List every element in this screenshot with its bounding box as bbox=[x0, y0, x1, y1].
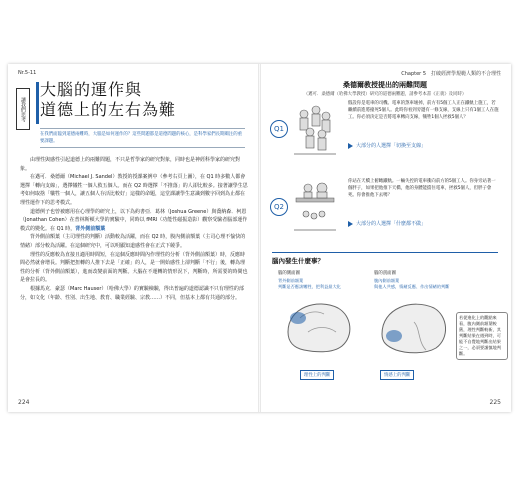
brain1-label: 腦的側面圖 bbox=[278, 271, 300, 276]
explanation-callout: 若從進化上的觀點來看，腹內側前額葉較舊，理性判斷較新，其判斷結果在遇到時，可能不自覺地判斷出結果之一，必須要謹慎地判斷。 bbox=[456, 312, 508, 360]
brain-side-icon bbox=[278, 292, 358, 362]
paragraph: 理性的反應較為直接且適用時間短，在這個反應時間內作理性的分析（背外側前額葉）時，反應時間必然就會增長。判斷把扭轉的人推下去是「正確」的人，是一開始感性上卻判斷「不行」後，轉為理性的分析（背外側前額葉），進而改變前面的判斷。大腦在不運轉的情形況下，判斷時，所需要的時間也是會拉長的。 bbox=[20, 251, 248, 284]
paragraph: 在邁可．桑德爾（Michael J. Sandel）教授的授課案例中（參考右頁上圖），在 Q1 時多數人都會選擇「轉向支線」，選擇犧牲一個人救五個人。而在 Q2 時選擇「不推落」的人卻比較多。接著讓學生思考如何取捨「犧牲一個人，讓五個人存活比較好」這樣的命題，這堂課讓學生意識到數字回到為止都在理性運作下的思考模式。 bbox=[20, 174, 248, 206]
q1-badge: Q1 bbox=[270, 120, 288, 138]
brain2-note: 與他人共感，情緒反應、作出情緒的判斷 bbox=[374, 284, 450, 289]
left-page bbox=[8, 64, 259, 412]
rational-judgment-label: 理性上的判斷 bbox=[300, 370, 334, 380]
side-title: 讓我們思考 bbox=[16, 88, 30, 130]
scenario-q1 bbox=[270, 98, 502, 166]
running-head-left: Nr.5-11 bbox=[18, 70, 37, 76]
intro-text: 在我們面臨到道德兩難時，大腦是如何運作的？這些問題都是道德問題的核心，是科學家們長期關注的重要課題。 bbox=[40, 128, 245, 148]
brain-section-title: 腦內發生什麼事？ bbox=[272, 252, 498, 265]
brain-cross-section bbox=[374, 270, 456, 362]
title-accent-bar bbox=[36, 82, 39, 124]
paragraph: 道德例子也曾被應用在心理學的研究上，以下為約書亞．葛林（Joshua Greene）與喬納森．柯恩（Jonathan Cohen）在普林斯頓大學的實驗中，同時以 fMRI（功能性磁振造影）觀察受驗者腦部運作模式的變化。在 Q1 時，背外側前額葉 bbox=[20, 208, 248, 232]
brain-side-view bbox=[278, 270, 360, 362]
page-title bbox=[40, 80, 176, 120]
page-number-right: 225 bbox=[489, 399, 501, 406]
right-page bbox=[260, 64, 511, 412]
brain2-region: 腹內側前額葉 bbox=[374, 278, 400, 283]
section-subtitle: （邁可．桑德爾（哈佛大學教授）研究的道德兩難題，請參考本書《正義》及同時） bbox=[303, 92, 467, 97]
q2-text: 你站在天橋上俯瞰鐵軌。一輛失控的電車衝向前方的5個工人。你身旁站著一個胖子，如果把他推下天橋，他的身體能擋住電車，拯救5個人，但胖子會死。你會推他下去嗎？ bbox=[348, 179, 496, 198]
body-text bbox=[20, 156, 248, 302]
brain1-note: 判斷是否應該犧牲，把利益最大化 bbox=[278, 284, 341, 289]
title-line-1: 大腦的運作與 bbox=[40, 80, 143, 99]
section-title: 桑德爾教授提出的兩難問題 bbox=[343, 81, 427, 89]
q2-result: 大部分的人選擇「什麼都不做」 bbox=[348, 220, 500, 227]
scenario-q2 bbox=[270, 176, 502, 244]
highlight-term: 背外側前額葉 bbox=[75, 225, 106, 232]
q1-text: 假設你是電車的司機。電車的煞車壞掉，前方有5個工人正在鐵軌上施工，若繼續前進將撞死5個人。此時你看到旁邊有一條支線，支線上只有1個工人在施工。你必須決定是否將電車轉向支線，犧牲1個人拯救5個人？ bbox=[348, 101, 499, 120]
paragraph: 根據馬克．豪瑟（Marc Hauser）（哈佛大學）的實驗檢驗，得出普遍的道德認識不只有理性的部分，如文化（年齡、性別、出生地、教育、職業經驗、宗教……）不同，但基本上都有共通的部分。 bbox=[20, 285, 244, 301]
brain1-region: 背外側前額葉 bbox=[278, 278, 304, 283]
bridge-illustration bbox=[292, 180, 338, 236]
brain-section-icon bbox=[374, 292, 454, 362]
q2-badge: Q2 bbox=[270, 198, 288, 216]
book-spread bbox=[8, 64, 511, 412]
emotional-judgment-label: 情感上的判斷 bbox=[380, 370, 414, 380]
brain2-label: 腦的剖面圖 bbox=[374, 271, 396, 276]
workers-illustration bbox=[292, 102, 338, 158]
page-number-left: 224 bbox=[18, 399, 30, 406]
title-line-2: 道德上的左右為難 bbox=[40, 100, 177, 119]
paragraph: 由理性與感性引起道德上的兩難問題，不只是哲學家的研究對象，同時也是神經科學家的研究對象。 bbox=[20, 157, 241, 172]
arrow-icon bbox=[348, 221, 353, 227]
paragraph: 背外側前額葉（主司理性的判斷）活動較為活躍，而在 Q2 時，腹內側前額葉（主司心理不愉快的情緒）部分較為活躍。在這個研究中，可以明顯知道感性會在正式下競爭。 bbox=[20, 234, 246, 249]
arrow-icon bbox=[348, 143, 353, 149]
running-head-right: Chapter 5 打破經濟學規範人類的不合理性 bbox=[401, 71, 501, 77]
q1-result: 大部分的人選擇「切換至支線」 bbox=[348, 142, 500, 149]
